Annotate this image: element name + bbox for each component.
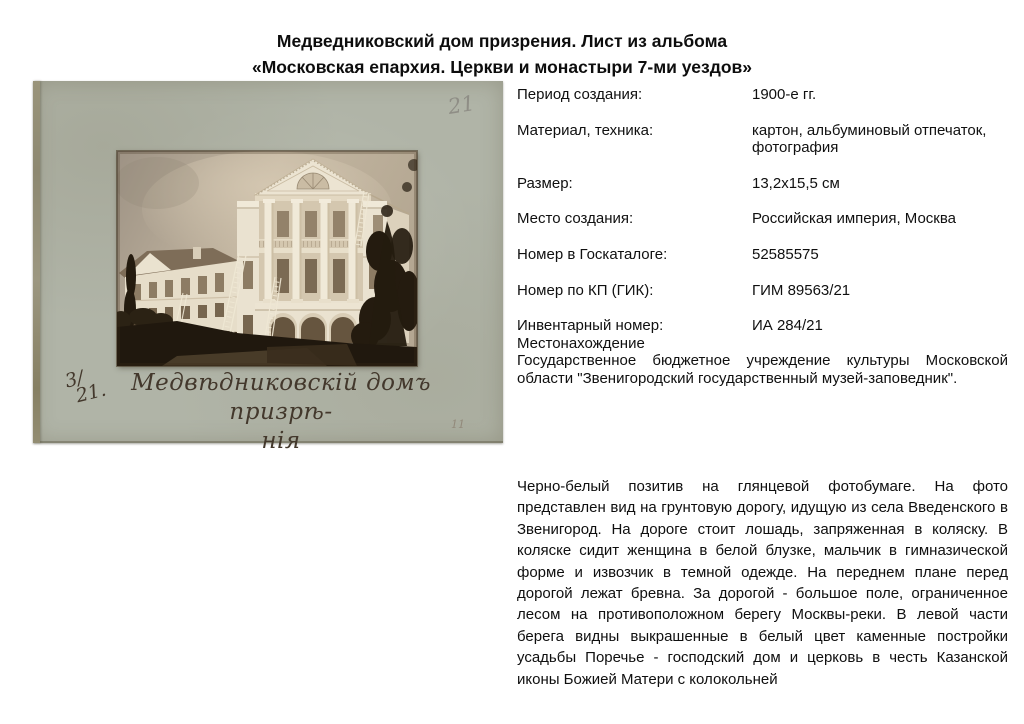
metadata-row-material [517, 122, 1008, 157]
metadata-row-goskatalog-number [517, 246, 1008, 264]
metadata-label: Период создания: [517, 86, 643, 103]
location-label: Местонахождение [517, 334, 645, 352]
metadata-panel [517, 86, 1008, 388]
metadata-value: 13,2х15,5 см [752, 174, 840, 192]
caption-fraction-numerator: 3/ [62, 366, 86, 393]
page-title-line1: Медведниковский дом призрения. Лист из альбома [276, 31, 728, 51]
metadata-value: 52585575 [752, 245, 819, 263]
metadata-row-kp-number [517, 282, 1008, 300]
photo-caption [81, 369, 481, 456]
photo-illustration [117, 151, 417, 366]
metadata-label: Материал, техника: [517, 121, 654, 139]
mounted-photograph [117, 151, 417, 366]
metadata-label: Место создания: [517, 210, 634, 228]
page-title [0, 28, 1004, 80]
album-page-binding-edge [33, 81, 40, 443]
caption-fraction-denominator: 21. [73, 378, 109, 408]
metadata-value: 1900-е гг. [752, 86, 817, 103]
metadata-row-size [517, 175, 1008, 193]
location-value: Государственное бюджетное учреждение культуры Московской области "Звенигородский государственный музей-заповедник". [517, 352, 1008, 387]
metadata-label: Номер по КП (ГИК): [517, 281, 654, 299]
metadata-row-period [517, 86, 1008, 104]
metadata-value: картон, альбуминовый отпечаток, фотография [752, 121, 987, 157]
pencil-bottom-number: 11 [451, 418, 465, 431]
caption-line2: нія [261, 428, 301, 454]
album-page-scan [33, 81, 503, 454]
item-description: Черно-белый позитив на глянцевой фотобумаге. На фото представлен вид на грунтовую дорогу, идущую из села Введенского в Звенигород. На дороге стоит лошадь, запряженная в коляску. В коляске сидит женщина в белой блузке, мальчик в гимназической форме и извозчик в темной одежде. На переднем плане перед дорогой лежат бревна. За дорогой - большое поле, ограниченное лесом на противоположном берегу Москвы-реки. В левой части берега видны выкрашенные в белый цвет каменные постройки усадьбы Поречье - господский дом и церковь в честь Казанской иконы Божией Матери с колокольней [517, 478, 1008, 688]
metadata-value: ГИМ 89563/21 [752, 281, 851, 299]
caption-line1: Медвѣдниковскій домъ призрѣ- [131, 370, 431, 425]
metadata-label: Размер: [517, 174, 573, 192]
location-block [517, 335, 1008, 388]
pencil-corner-number: 21 [446, 91, 477, 119]
metadata-label: Инвентарный номер: [517, 317, 664, 335]
metadata-label: Номер в Госкаталоге: [517, 245, 668, 263]
metadata-row-place [517, 210, 1008, 228]
metadata-value: ИА 284/21 [752, 317, 823, 335]
page-title-line2: «Московская епархия. Церкви и монастыри 7-ми уездов» [251, 57, 753, 77]
metadata-value: Российская империя, Москва [752, 210, 957, 228]
metadata-row-inventory-number [517, 317, 1008, 335]
